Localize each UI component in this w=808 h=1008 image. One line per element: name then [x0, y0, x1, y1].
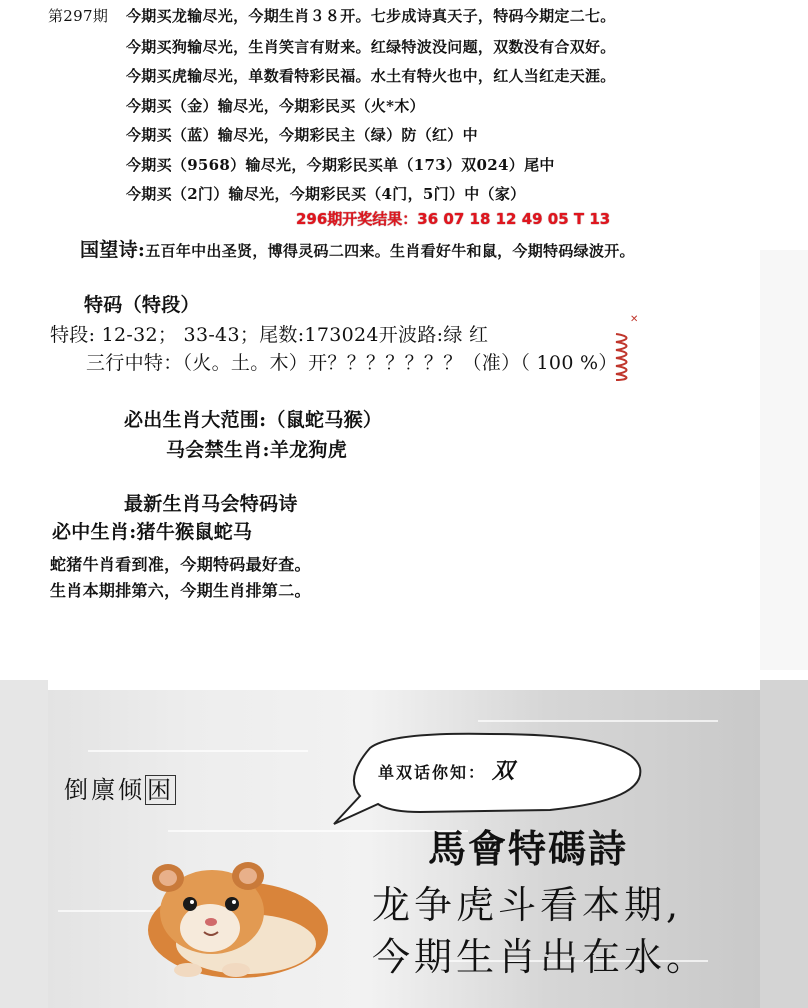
- bubble-prompt: 单双话你知：: [378, 763, 487, 782]
- left-margin: [0, 0, 48, 680]
- header-line-7: 今期买（2门）输尽光，今期彩民买（4门，5门）中（家）: [126, 185, 526, 203]
- zodiac-banned-line: 马会禁生肖:羊龙狗虎: [166, 439, 348, 461]
- guowang-label: 国望诗:: [80, 239, 146, 261]
- must-zodiac-line: 必中生肖:猪牛猴鼠蛇马: [52, 521, 253, 543]
- bubble-answer: 双: [492, 758, 517, 784]
- guowang-text: 五百年中出圣贤，博得灵码二四来。生肖看好牛和鼠，今期特码绿波开。: [145, 242, 635, 260]
- hamster-image: [128, 852, 338, 982]
- poem-heading: 最新生肖马会特码诗: [124, 493, 298, 515]
- right-margin: [760, 250, 808, 670]
- issue-label: 第297期: [48, 7, 109, 25]
- tema-heading: 特码（特段）: [84, 294, 200, 316]
- coil-icon: [612, 330, 634, 382]
- left-label-main: 倒廪倾: [64, 776, 145, 804]
- header-line-3: 今期买虎输尽光，单数看特彩民福。水土有特火也中，红人当红走天涯。: [126, 67, 616, 85]
- header-line-2: 今期买狗输尽光，生肖笑言有财来。红绿特波没问题，双数没有合双好。: [126, 38, 616, 56]
- zodiac-range-line: 必出生肖大范围:（鼠蛇马猴）: [124, 409, 383, 431]
- draw-result: 296期开奖结果：36 07 18 12 49 05 T 13: [296, 210, 611, 228]
- banner-left-label: [64, 770, 176, 805]
- header-line-6: 今期买（9568）输尽光，今期彩民买单（173）双024）尾中: [126, 156, 555, 174]
- banner-poem-line-1: 龙争虎斗看本期,: [372, 883, 683, 927]
- header-line-1: 今期买龙输尽光，今期生肖３８开。七步成诗真天子，特码今期定二七。: [126, 7, 616, 25]
- guowang-line: [80, 240, 635, 261]
- sanxing-line: 三行中特：（火。土。木）开？？？？？？？（准）（ 100 %）: [86, 352, 618, 374]
- tema-segment-line: 特段: 12-32； 33-43；尾数:173024开波路:绿 红: [50, 324, 489, 346]
- poem-title: 馬會特碼詩: [428, 827, 629, 871]
- poem-line-1: 蛇猪牛肖看到准，今期特码最好查。: [50, 555, 311, 574]
- header-line-5: 今期买（蓝）输尽光，今期彩民主（绿）防（红）中: [126, 126, 478, 144]
- left-label-box: 困: [147, 776, 174, 804]
- banner-poem-line-2: 今期生肖出在水。: [372, 935, 709, 979]
- bubble-text: [378, 754, 516, 785]
- poem-line-2: 生肖本期排第六，今期生肖排第二。: [50, 581, 311, 600]
- header-line-4: 今期买（金）输尽光，今期彩民买（火*木）: [126, 97, 425, 115]
- small-mark-icon: ✕: [630, 314, 639, 325]
- banner-left-edge: [0, 680, 48, 1008]
- banner-right-edge: [760, 680, 808, 1008]
